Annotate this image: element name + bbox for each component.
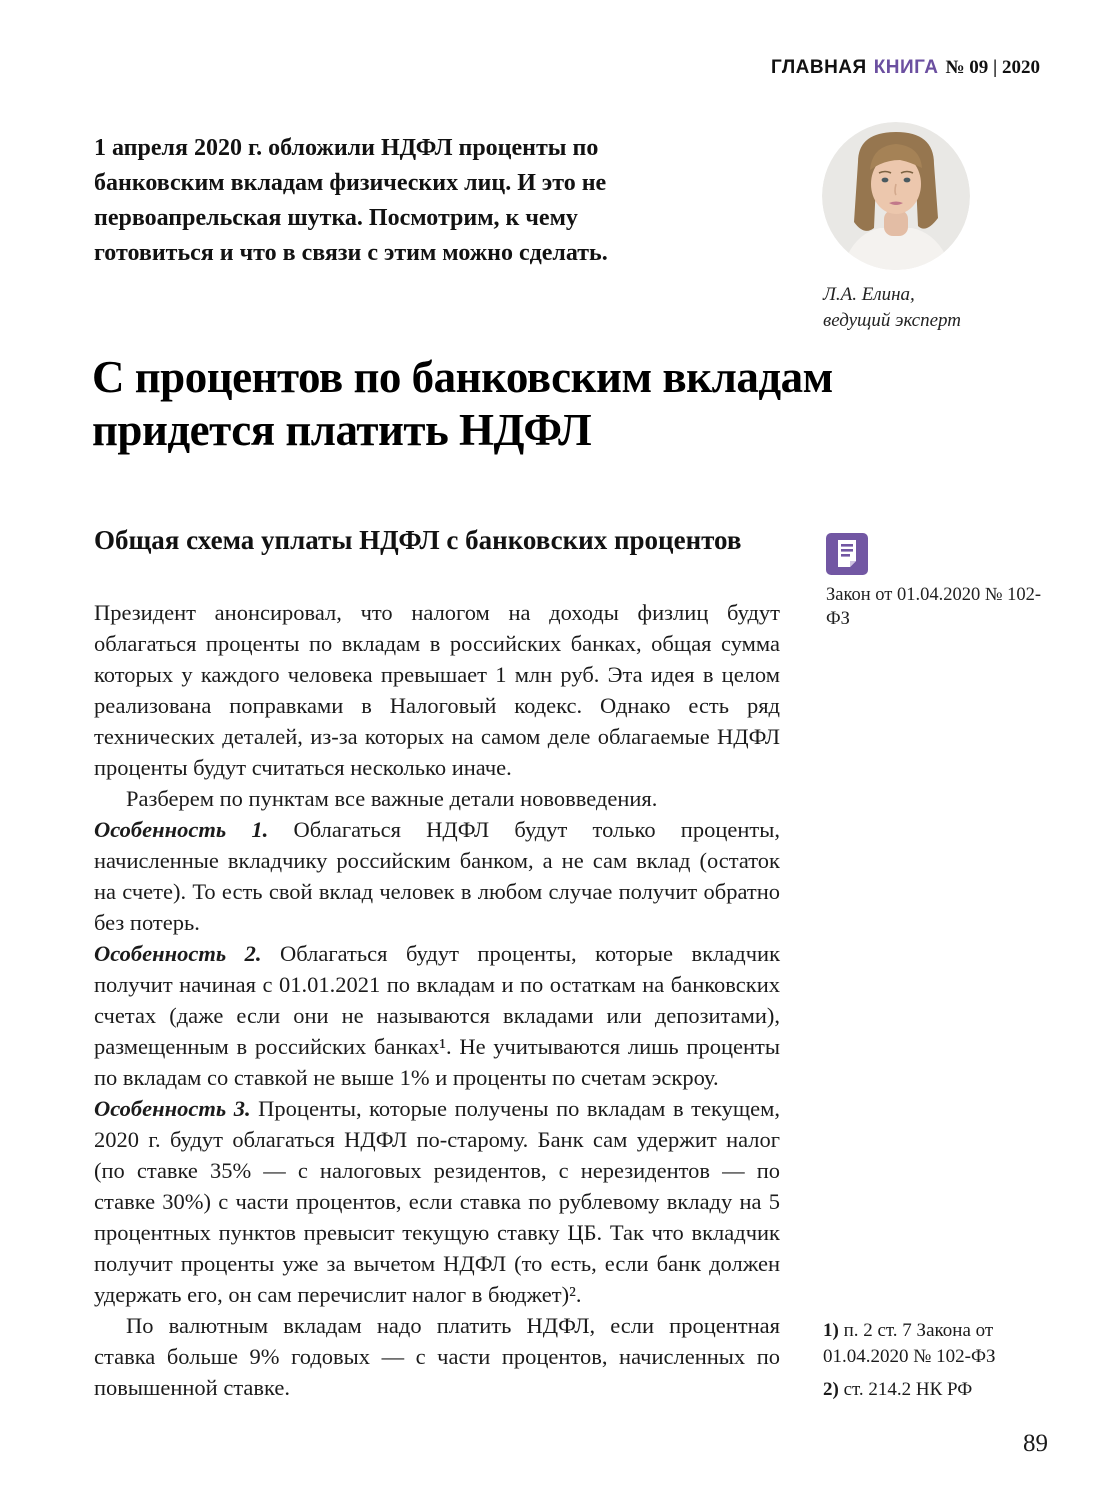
feature-text: Облагаться НДФЛ будут только проценты, начисленные вкладчику российским банком, а не сам вклад (остаток на счете). То есть свой вклад человек в любом случае получит обратно без потерь. xyxy=(94,817,780,935)
section-heading: Общая схема уплаты НДФЛ с банковских процентов xyxy=(94,525,742,555)
feature-paragraph-2 xyxy=(94,938,780,1093)
sidebar-law-reference xyxy=(826,533,1046,631)
article-body xyxy=(94,597,780,1403)
brand-name-purple: КНИГА xyxy=(873,57,939,78)
intro-paragraph-2: Разберем по пунктам все важные детали нововведения. xyxy=(126,786,658,811)
author-caption xyxy=(823,282,1063,334)
footnote-2 xyxy=(823,1377,1047,1403)
intro-paragraph-1: Президент анонсировал, что налогом на доходы физлиц будут облагаться проценты по вкладам в российских банках, общая сумма которых у каждого человека превышает 1 млн руб. Эта идея в целом реализована поправками в Налоговый кодекс. Однако есть ряд технических деталей, из-за которых на самом деле облагаемые НДФЛ проценты будут считаться несколько иначе. xyxy=(94,600,780,780)
page-header xyxy=(771,57,1040,79)
closing-paragraph: По валютным вкладам надо платить НДФЛ, если процентная ставка больше 9% годовых — с части процентов, начисленных по повышенной ставке. xyxy=(94,1313,780,1400)
feature-text: Проценты, которые получены по вкладам в текущем, 2020 г. будут облагаться НДФЛ по-старому. Банк сам удержит налог (по ставке 35% — с налоговых резидентов, с нерезидентов — по ставке 30%) с части процентов, если ставка по рублевому вкладу на 5 процентных пунктов превысит текущую ставку ЦБ. Так что вкладчик получит проценты уже за вычетом НДФЛ (то есть, если банк должен удержать его, он сам перечислит налог в бюджет)². xyxy=(94,1096,780,1307)
lead-paragraph: 1 апреля 2020 г. обложили НДФЛ проценты по банковским вкладам физических лиц. И это не первоапрельская шутка. Посмотрим, к чему готовиться и что в связи с этим можно сделать. xyxy=(94,135,608,266)
author-portrait-illustration xyxy=(822,122,970,270)
feature-paragraph-3 xyxy=(94,1093,780,1310)
author-role: ведущий эксперт xyxy=(823,310,961,331)
law-reference-text: Закон от 01.04.2020 № 102-ФЗ xyxy=(826,585,1042,629)
feature-label: Особенность 3. xyxy=(94,1096,251,1121)
footnote-1 xyxy=(823,1318,1047,1370)
feature-label: Особенность 1. xyxy=(94,817,269,842)
footnote-number: 2) xyxy=(823,1379,839,1400)
author-photo xyxy=(822,122,970,270)
feature-label: Особенность 2. xyxy=(94,941,262,966)
footnotes xyxy=(823,1318,1047,1410)
brand-name-black: ГЛАВНАЯ xyxy=(771,57,867,78)
document-icon xyxy=(826,533,868,575)
feature-text: Облагаться будут проценты, которые вкладчик получит начиная с 01.01.2021 по вкладам и по остаткам на банковских счетах (даже если они не называются вкладами или депозитами), размещенным в российских банках¹. Не учитываются лишь проценты по вкладам со ставкой не выше 1% и проценты по счетам эскроу. xyxy=(94,941,780,1090)
page-number: 89 xyxy=(1023,1430,1048,1457)
article-title: С процентов по банковским вкладам придется платить НДФЛ xyxy=(92,352,833,455)
footnote-number: 1) xyxy=(823,1320,839,1341)
issue-number: № 09 | 2020 xyxy=(945,57,1040,78)
footnote-text: ст. 214.2 НК РФ xyxy=(843,1379,973,1400)
feature-paragraph-1 xyxy=(94,814,780,938)
author-name: Л.А. Елина, xyxy=(823,284,915,305)
footnote-text: п. 2 ст. 7 Закона от 01.04.2020 № 102-ФЗ xyxy=(823,1320,996,1367)
